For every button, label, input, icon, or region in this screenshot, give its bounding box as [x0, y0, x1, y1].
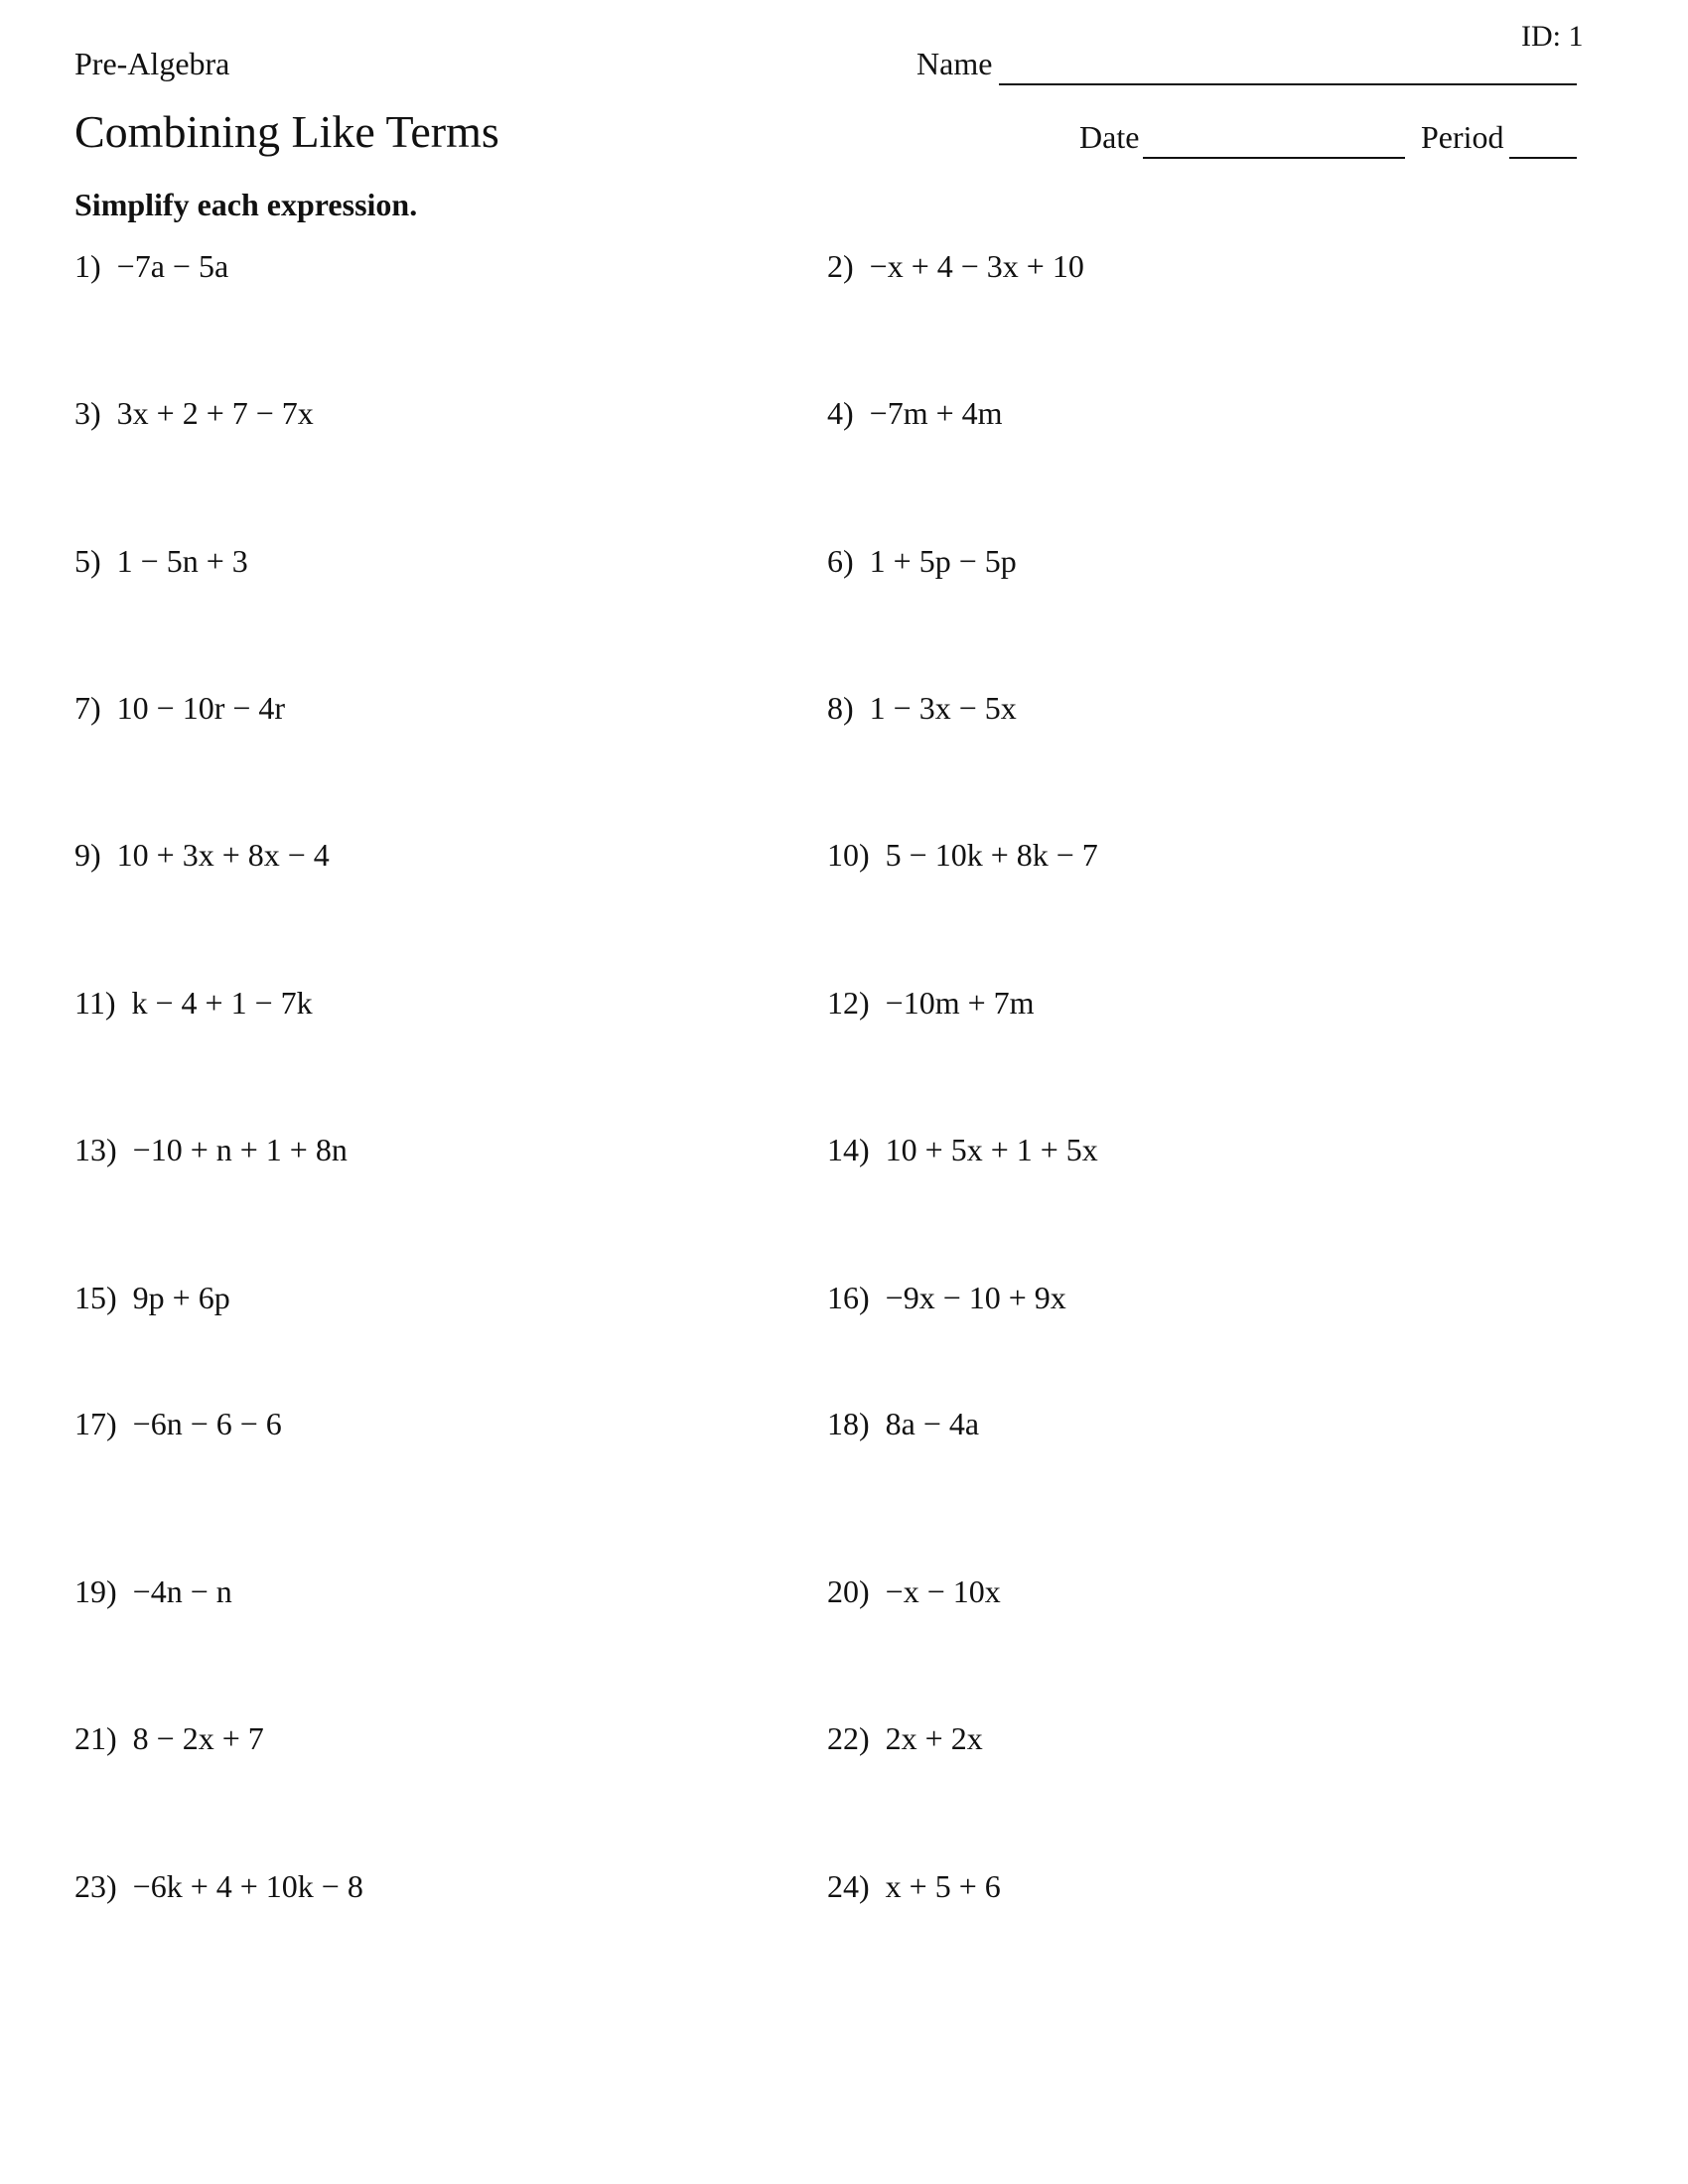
problem-expression: 3x + 2 + 7 − 7x [116, 395, 314, 431]
problem-item [827, 248, 1084, 285]
problem-number: 12) [827, 985, 870, 1021]
problem-item [827, 1132, 1098, 1168]
course-name: Pre-Algebra [74, 46, 230, 81]
page-title: Combining Like Terms [74, 106, 499, 157]
name-label: Name [916, 46, 993, 81]
problem-item [827, 1573, 1001, 1610]
problem-number: 11) [74, 985, 116, 1021]
problem-item [827, 395, 1003, 432]
problem-expression: −10 + n + 1 + 8n [132, 1132, 348, 1167]
problem-number: 17) [74, 1406, 117, 1441]
problem-number: 10) [827, 837, 870, 873]
problem-expression: −6k + 4 + 10k − 8 [132, 1868, 363, 1904]
problem-number: 4) [827, 395, 854, 431]
problem-number: 13) [74, 1132, 117, 1167]
problem-expression: −6n − 6 − 6 [132, 1406, 282, 1441]
problem-expression: 1 − 3x − 5x [869, 690, 1017, 726]
problem-item [74, 248, 228, 285]
problem-number: 21) [74, 1720, 117, 1756]
problem-expression: k − 4 + 1 − 7k [131, 985, 313, 1021]
problem-expression: x + 5 + 6 [885, 1868, 1001, 1904]
instructions: Simplify each expression. [74, 187, 418, 222]
problem-expression: 1 + 5p − 5p [869, 543, 1017, 579]
problem-expression: −x − 10x [885, 1573, 1001, 1609]
problem-number: 20) [827, 1573, 870, 1609]
problem-item [74, 1406, 282, 1442]
problem-item [827, 1406, 979, 1442]
problem-expression: 10 − 10r − 4r [116, 690, 286, 726]
problem-expression: −4n − n [132, 1573, 232, 1609]
problem-number: 5) [74, 543, 101, 579]
problem-item [74, 543, 248, 580]
period-blank-line [1509, 157, 1577, 159]
worksheet-id: ID: 1 [1521, 20, 1584, 53]
problem-expression: 2x + 2x [885, 1720, 983, 1756]
problem-number: 8) [827, 690, 854, 726]
problem-number: 1) [74, 248, 101, 284]
problem-number: 22) [827, 1720, 870, 1756]
name-blank-line [999, 83, 1577, 85]
problem-number: 24) [827, 1868, 870, 1904]
problem-item [827, 1720, 983, 1757]
problem-number: 15) [74, 1280, 117, 1315]
problem-item [74, 1132, 348, 1168]
problem-expression: −9x − 10 + 9x [885, 1280, 1066, 1315]
problem-expression: 8a − 4a [885, 1406, 980, 1441]
problem-expression: 1 − 5n + 3 [116, 543, 248, 579]
problem-number: 2) [827, 248, 854, 284]
problem-expression: −10m + 7m [885, 985, 1035, 1021]
problem-expression: −7a − 5a [116, 248, 229, 284]
problem-item [827, 837, 1098, 874]
problem-item [74, 1573, 232, 1610]
problem-item [74, 837, 330, 874]
problem-item [827, 690, 1017, 727]
problem-item [74, 1720, 264, 1757]
period-label: Period [1421, 119, 1504, 155]
problem-number: 3) [74, 395, 101, 431]
problem-number: 14) [827, 1132, 870, 1167]
problem-number: 19) [74, 1573, 117, 1609]
problem-number: 9) [74, 837, 101, 873]
problem-item [827, 1868, 1001, 1905]
problem-expression: −x + 4 − 3x + 10 [869, 248, 1084, 284]
problem-item [74, 690, 285, 727]
problem-item [827, 543, 1017, 580]
date-label: Date [1079, 119, 1140, 155]
problem-item [827, 1280, 1066, 1316]
problem-item [74, 1280, 230, 1316]
problem-expression: 5 − 10k + 8k − 7 [885, 837, 1098, 873]
problem-item [74, 395, 314, 432]
problem-number: 16) [827, 1280, 870, 1315]
problem-item [74, 985, 313, 1022]
date-blank-line [1143, 157, 1405, 159]
problem-number: 6) [827, 543, 854, 579]
problem-item [827, 985, 1035, 1022]
problem-expression: 9p + 6p [132, 1280, 230, 1315]
problem-expression: 10 + 3x + 8x − 4 [116, 837, 330, 873]
problem-expression: −7m + 4m [869, 395, 1003, 431]
problem-number: 23) [74, 1868, 117, 1904]
problem-number: 18) [827, 1406, 870, 1441]
problem-expression: 10 + 5x + 1 + 5x [885, 1132, 1098, 1167]
problem-item [74, 1868, 363, 1905]
problem-number: 7) [74, 690, 101, 726]
problem-expression: 8 − 2x + 7 [132, 1720, 264, 1756]
